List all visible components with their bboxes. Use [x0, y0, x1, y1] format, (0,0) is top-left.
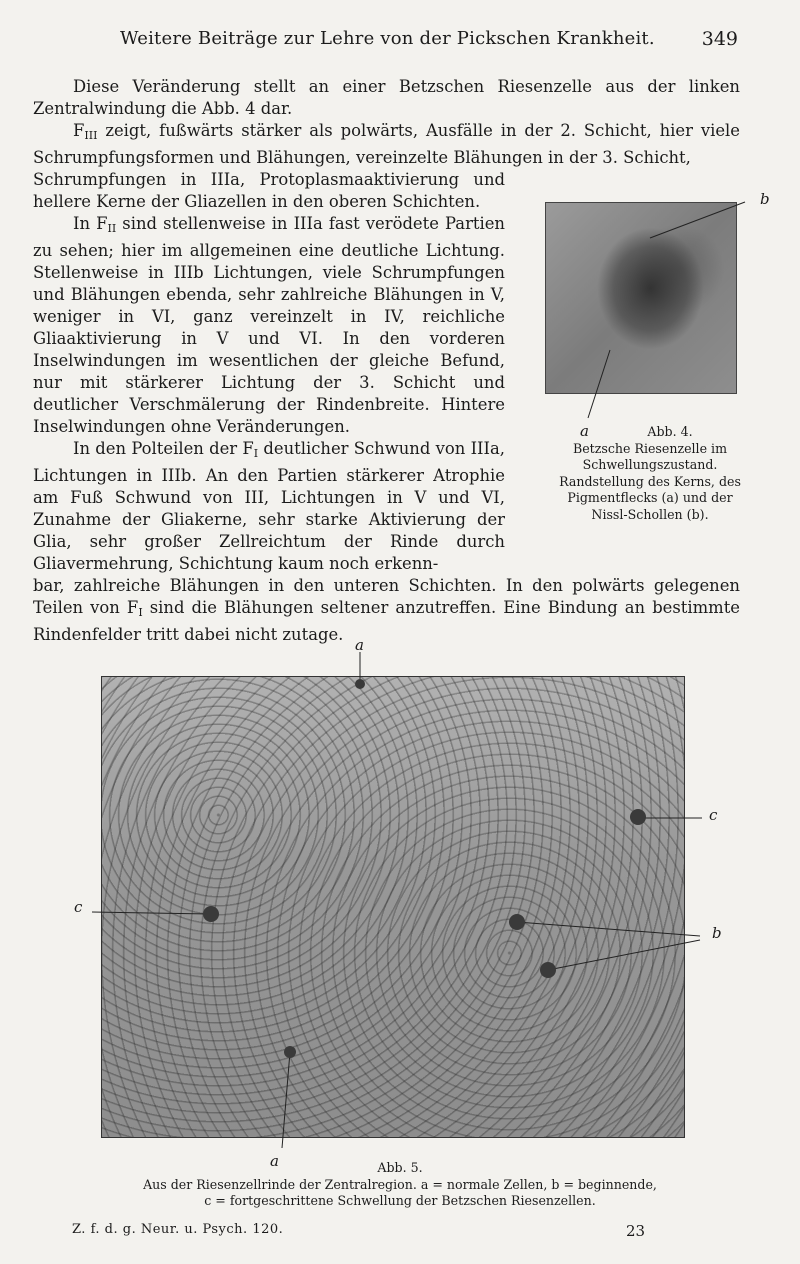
paragraph-1: Diese Veränderung stellt an einer Betzschen Riesenzelle aus der linken Zentralwindung die Abb. 4 dar.: [33, 77, 740, 118]
figure-5-caption-line-1: Aus der Riesenzellrinde der Zentralregion. a = normale Zellen, b = beginnende,: [143, 1176, 657, 1192]
figure-5-leader-b-1: [517, 922, 700, 936]
figure-4-caption-text: Betzsche Riesenzelle im Schwellungszustand. Randstellung des Kerns, des Pigmentflecks (a) und der Nissl-Schollen (b).: [559, 440, 741, 522]
figure-5-caption-line-2: c = fortgeschrittene Schwellung der Betzschen Riesenzellen.: [204, 1193, 596, 1208]
paragraph-2-wide: $F_{III}$ zeigt, fußwärts stärker als polwärts, Ausfälle in der 2. Schicht, hier viele Schrumpfungsformen und Blähungen, vereinzelte Blähungen in der 3. Schicht,: [33, 121, 740, 167]
running-title: Weitere Beiträge zur Lehre von der Pickschen Krankheit.: [120, 28, 655, 49]
paragraph-4-narrow: In den Polteilen der $F_I$ deutlicher Schwund von IIIa, Lichtungen in IIIb. An den Partien stärkerer Atrophie am Fuß Schwund von III, Lichtungen in V und VI, Zunahme der Gliakerne, sehr starke Aktivierung der Glia, sehr großer Zellreichtum der Rinde durch Gliavermehrung, Schichtung kaum noch erkenn-: [33, 439, 505, 573]
figure-5-label-c-right: c: [709, 806, 718, 824]
figure-4-label-b: b: [760, 190, 770, 208]
figure-4-leader-a: [588, 350, 610, 418]
figure-5-cell-a-bottom: [284, 1046, 296, 1058]
journal-signature: Z. f. d. g. Neur. u. Psych. 120.: [72, 1222, 284, 1237]
figure-4-caption-title: Abb. 4.: [647, 424, 693, 439]
figure-5-label-b: b: [712, 924, 722, 942]
figure-5-leader-b-2: [548, 940, 700, 970]
figure-5-cell-c-left: [203, 906, 219, 922]
figure-5-cell-c-right: [630, 809, 646, 825]
sheet-signature: 23: [626, 1222, 646, 1240]
figure-4-leader-b: [650, 202, 745, 238]
figure-5-label-a-top: a: [355, 636, 364, 654]
figure-5-cell-b-1: [509, 914, 525, 930]
paragraph-3: In $F_{II}$ sind stellenweise in IIIa fast verödete Partien zu sehen; hier im allgemeinen eine deutliche Lichtung. Stellenweise in IIIb Lichtungen, viele Schrumpfungen und Blähungen ebenda, sehr zahlreiche Blähungen in V, weniger in VI, ganz vereinzelt in IV, reichliche Gliaaktivierung in V und VI. In den vorderen Inselwindungen im wesentlichen der gleiche Befund, nur mit stärkerer Lichtung der 3. Schicht und deutlicher Verschmälerung der Rindenbreite. Hintere Inselwindungen ohne Veränderungen.: [33, 214, 505, 436]
figure-5-cell-b-2: [540, 962, 556, 978]
figure-5-label-c-left: c: [74, 898, 83, 916]
paragraph-4-wide: bar, zahlreiche Blähungen in den unteren Schichten. In den polwärts gelegenen Teilen von $F_I$ sind die Blähungen seltener anzutreffen. Eine Bindung an bestimmte Rindenfelder tritt dabei nicht zutage.: [33, 576, 740, 644]
figure-5-cell-a-top: [355, 679, 365, 689]
figure-5-label-a-bottom: a: [270, 1152, 279, 1170]
paragraph-2-narrow: Schrumpfungen in IIIa, Protoplasmaaktivierung und hellere Kerne der Gliazellen in den oberen Schichten.: [33, 170, 505, 211]
figure-4-label-a: a: [580, 422, 589, 440]
figure-5-leader-a-bottom: [282, 1052, 290, 1148]
page-number: 349: [701, 28, 738, 50]
figure-5-caption-title: Abb. 5.: [377, 1160, 423, 1175]
figure-5-leader-c-left: [92, 912, 210, 914]
